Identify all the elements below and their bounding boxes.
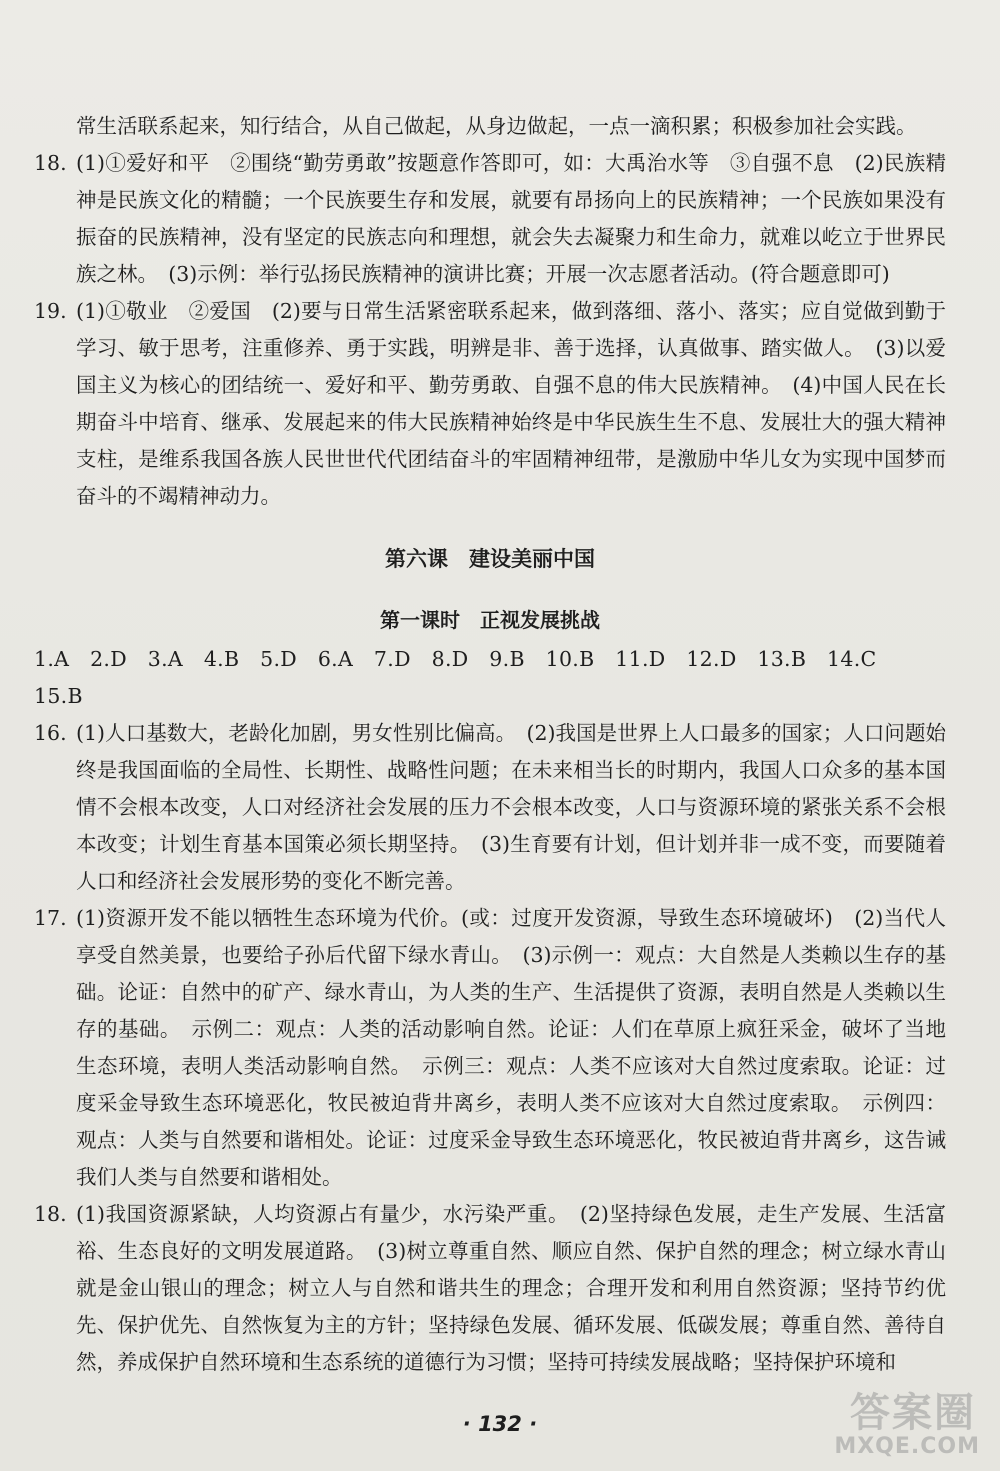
page-number: · 132 · [462, 1412, 538, 1436]
answer-item-17 [34, 900, 946, 1196]
lesson-title: 第六课 建设美丽中国 [385, 547, 595, 571]
watermark-logo [804, 1381, 984, 1459]
item-text: (1)人口基数大，老龄化加剧，男女性别比偏高。 (2)我国是世界上人口最多的国家；人口问题始终是我国面临的全局性、长期性、战略性问题；在未来相当长的时期内，我国人口众多的基本国情不会根本改变，人口对经济社会发展的压力不会根本改变，人口与资源环境的紧张关系不会根本改变；计划生育基本国策必须长期坚持。 (3)生育要有计划，但计划并非一成不变，而要随着人口和经济社会发展形势的变化不断完善。 [76, 721, 946, 893]
document-body [34, 108, 946, 1381]
answer-item-19 [34, 293, 946, 515]
answer-item-18-prev [34, 145, 946, 293]
item-text: (1)资源开发不能以牺牲生态环境为代价。(或：过度开发资源，导致生态环境破坏) (2)当代人享受自然美景，也要给子孙后代留下绿水青山。 (3)示例一：观点：大自然是人类赖以生存的基础。论证：自然中的矿产、绿水青山，为人类的生产、生活提供了资源，表明自然是人类赖以生存的基础。 示例二：观点：人类的活动影响自然。论证：人们在草原上疯狂采金，破坏了当地生态环境，表明人类活动影响自然。 示例三：观点：人类不应该对大自然过度索取。论证：过度采金导致生态环境恶化，牧民被迫背井离乡，表明人类不应该对大自然过度索取。 示例四：观点：人类与自然要和谐相处。论证：过度采金导致生态环境恶化，牧民被迫背井离乡，这告诫我们人类与自然要和谐相处。 [76, 906, 946, 1189]
choice-answers: 1.A 2.D 3.A 4.B 5.D 6.A 7.D 8.D 9.B 10.B 11.D 12.D 13.B 14.C 15.B [34, 647, 898, 708]
continuation-paragraph: 常生活联系起来，知行结合，从自己做起，从身边做起，一点一滴积累；积极参加社会实践。 [76, 114, 917, 138]
item-number: 18. [34, 1202, 67, 1226]
watermark-text: 答案圈 [850, 1390, 976, 1436]
watermark-domain: MXQE.COM [834, 1434, 980, 1459]
item-text: (1)①敬业 ②爱国 (2)要与日常生活紧密联系起来，做到落细、落小、落实；应自觉做到勤于学习、敏于思考，注重修养、勇于实践，明辨是非、善于选择，认真做事、踏实做人。 (3)以爱国主义为核心的团结统一、爱好和平、勤劳勇敢、自强不息的伟大民族精神。 (4)中国人民在长期奋斗中培育、继承、发展起来的伟大民族精神始终是中华民族生生不息、发展壮大的强大精神支柱，是维系我国各族人民世世代代团结奋斗的牢固精神纽带，是激励中华儿女为实现中国梦而奋斗的不竭精神动力。 [76, 299, 946, 508]
item-number: 17. [34, 906, 67, 930]
answer-item-18 [34, 1196, 946, 1381]
item-number: 16. [34, 721, 67, 745]
answer-item-16 [34, 715, 946, 900]
item-number: 18. [34, 151, 67, 175]
item-text: (1)我国资源紧缺，人均资源占有量少，水污染严重。 (2)坚持绿色发展，走生产发展、生活富裕、生态良好的文明发展道路。 (3)树立尊重自然、顺应自然、保护自然的理念；树立绿水青山就是金山银山的理念；树立人与自然和谐共生的理念；合理开发和利用自然资源；坚持节约优先、保护优先、自然恢复为主的方针；坚持绿色发展、循环发展、低碳发展；尊重自然、善待自然，养成保护自然环境和生态系统的道德行为习惯；坚持可持续发展战略；坚持保护环境和 [76, 1202, 946, 1374]
item-text: (1)①爱好和平 ②围绕“勤劳勇敢”按题意作答即可，如：大禹治水等 ③自强不息 (2)民族精神是民族文化的精髓；一个民族要生存和发展，就要有昂扬向上的民族精神；一个民族如果没有振奋的民族精神，没有坚定的民族志向和理想，就会失去凝聚力和生命力，就难以屹立于世界民族之林。 (3)示例：举行弘扬民族精神的演讲比赛；开展一次志愿者活动。(符合题意即可) [76, 151, 946, 286]
section-title: 第一课时 正视发展挑战 [380, 608, 600, 632]
item-number: 19. [34, 299, 67, 323]
